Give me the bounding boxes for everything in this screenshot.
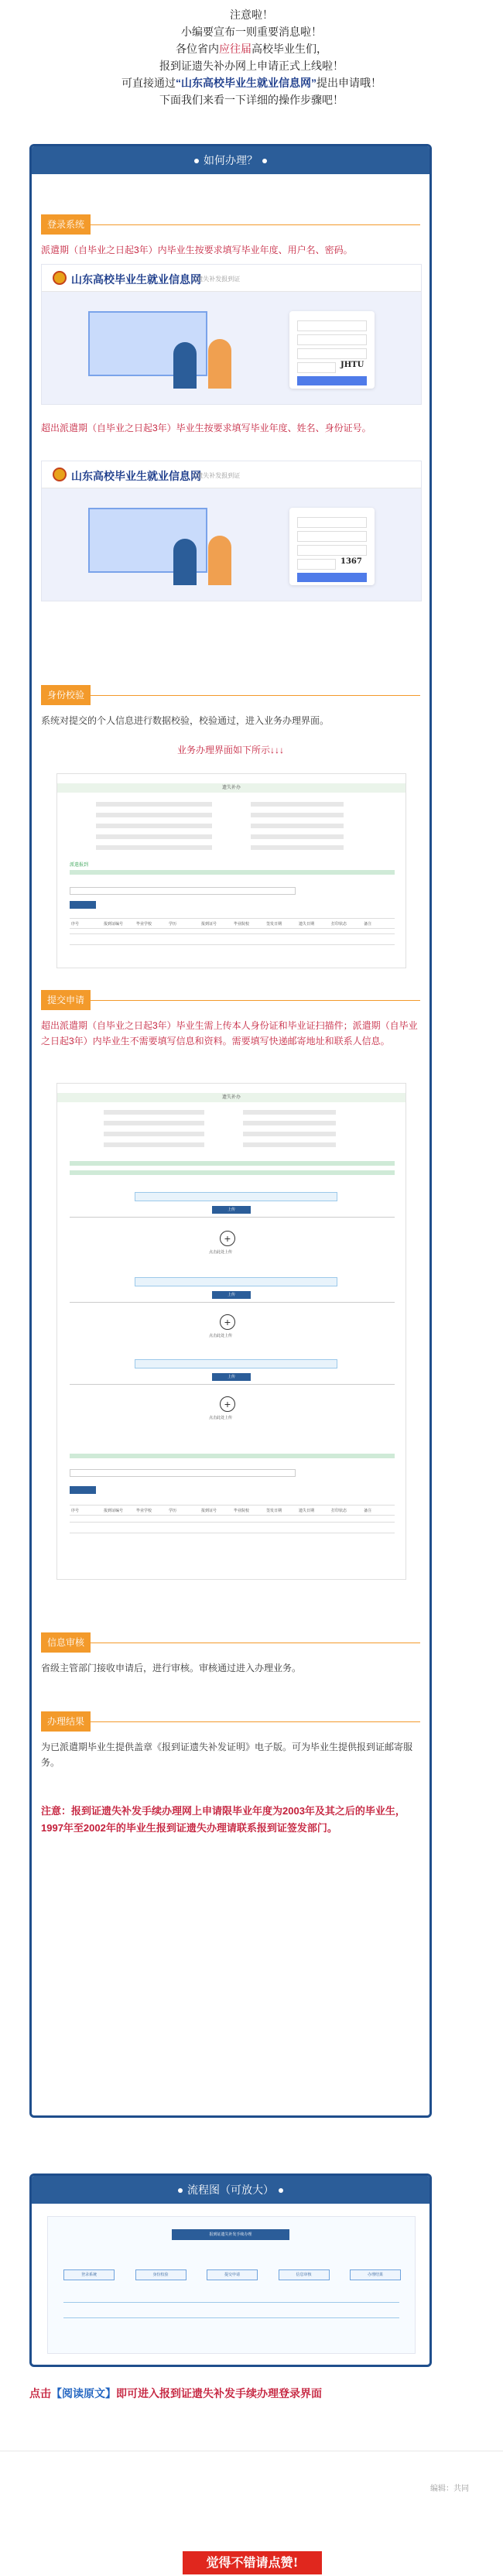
- flow-step: 信息审核: [279, 2269, 330, 2280]
- table-header-cell: 打印状态: [331, 1509, 347, 1513]
- logo-icon: [53, 468, 67, 481]
- upload-button[interactable]: 上传: [212, 1206, 251, 1214]
- name-input[interactable]: [297, 531, 367, 542]
- verify-text-1: 系统对提交的个人信息进行数据校验，校验通过，进入业务办理界面。: [41, 715, 330, 726]
- section-label-result: 办理结果: [41, 1711, 91, 1732]
- bullet-icon: [262, 159, 267, 163]
- section-rule: [91, 1000, 420, 1001]
- person-illustration: [173, 342, 197, 389]
- login-button[interactable]: [297, 573, 367, 582]
- table-header-cell: 报到证编号: [104, 922, 124, 927]
- intro-line-2: 小编要宣布一则重要消息啦！: [181, 26, 322, 38]
- verify-text-2: 业务办理界面如下所示↓↓↓: [176, 745, 284, 755]
- username-input[interactable]: [297, 334, 367, 345]
- intro-block: [0, 6, 503, 108]
- flow-step: 身份校验: [135, 2269, 186, 2280]
- login-text-2: 超出派遣期（自毕业之日起3年）毕业生按要求填写毕业年度、姓名、身份证号。: [41, 423, 371, 433]
- table-header-row: [70, 918, 395, 929]
- table-header-cell: 序号: [71, 922, 80, 927]
- site-logo-text: 山东高校毕业生就业信息网: [71, 274, 201, 286]
- section-label-verify: 身份校验: [41, 685, 91, 705]
- captcha-image[interactable]: JHTU: [340, 361, 364, 369]
- business-form-screenshot: [56, 773, 406, 968]
- person-illustration: [208, 339, 231, 389]
- flow-step: 办理结果: [350, 2269, 401, 2280]
- site-logo-sub: | 遗失补发报到证: [193, 276, 241, 283]
- logo-icon: [53, 271, 67, 285]
- upload-button[interactable]: 上传: [212, 1291, 251, 1299]
- section-login: [41, 214, 420, 679]
- section-label-review: 信息审核: [41, 1632, 91, 1653]
- captcha-input[interactable]: [297, 559, 336, 570]
- table-header-cell: 毕业学校: [136, 922, 152, 927]
- upload-button[interactable]: 上传: [212, 1373, 251, 1381]
- flow-header: 流程图（可放大）: [32, 2176, 429, 2204]
- site-logo-text: 山东高校毕业生就业信息网: [71, 471, 201, 483]
- form-title: 遗失补办: [57, 783, 405, 793]
- intro-line-4: 报到证遗失补办网上申请正式上线啦！: [159, 60, 344, 72]
- flow-step: 提交申请: [207, 2269, 258, 2280]
- upload-plus-icon[interactable]: +: [220, 1231, 235, 1246]
- form-note: 派遣报到: [70, 863, 89, 868]
- table-header-cell: 打印状态: [331, 922, 347, 927]
- table-header-cell: 签发日期: [266, 922, 282, 927]
- captcha-image[interactable]: 1367: [340, 557, 362, 566]
- login-screenshot-1: [41, 264, 422, 405]
- table-header-cell: 序号: [71, 1509, 80, 1513]
- login-form: [289, 508, 375, 585]
- editor-credit: 编辑：共同: [430, 2485, 469, 2493]
- section-review: [41, 1632, 420, 1694]
- flowchart-image[interactable]: [47, 2216, 416, 2354]
- section-result: [41, 1711, 420, 1944]
- submit-text-1: 超出派遣期（自毕业之日起3年）毕业生需上传本人身份证和毕业证扫描件；派遣期（自毕业之日起3年）内毕业生不需要填写信息和资料。需要填写快递邮寄地址和联系人信息。: [41, 1020, 418, 1046]
- submit-form-screenshot: [56, 1083, 406, 1580]
- table-header-cell: 毕业院校: [234, 1509, 250, 1513]
- table-header-cell: 报到证编号: [104, 1509, 124, 1513]
- bullet-icon: [279, 2188, 283, 2193]
- table-header-cell: 毕业院校: [234, 922, 250, 927]
- section-rule: [91, 224, 420, 225]
- bullet-icon: [178, 2188, 183, 2193]
- flow-boxes: [63, 2269, 399, 2280]
- table-header-cell: 遗失日期: [299, 1509, 315, 1513]
- result-text-1: 为已派遣期毕业生提供盖章《报到证遗失补发证明》电子版。可为毕业生提供报到证邮寄服务。: [41, 1742, 413, 1768]
- upload-slot: [135, 1359, 337, 1368]
- intro-line-1: 注意啦！: [230, 9, 273, 21]
- login-text-1: 派遣期（自毕业之日起3年）内毕业生按要求填写毕业年度、用户名、密码。: [41, 245, 353, 255]
- table-header-cell: 报到证号: [201, 922, 217, 927]
- section-rule: [91, 695, 420, 696]
- section-submit: [41, 990, 420, 1578]
- login-button[interactable]: [297, 376, 367, 385]
- upload-slot: [135, 1192, 337, 1201]
- site-logo-sub: | 遗失补发报到证: [193, 472, 241, 479]
- form-title: 遗失补办: [57, 1093, 405, 1102]
- how-to-card: [29, 144, 432, 2118]
- intro-line-5: 可直接通过“山东高校毕业生就业信息网”提出申请哦！: [121, 77, 382, 89]
- upload-plus-icon[interactable]: +: [220, 1314, 235, 1330]
- upload-tip: 点击此处上传: [209, 1416, 233, 1420]
- table-header-row: [70, 1505, 395, 1516]
- year-select[interactable]: [297, 320, 367, 331]
- table-header-cell: 报到证号: [201, 1509, 217, 1513]
- table-header-cell: 遗失日期: [299, 922, 315, 927]
- upload-tip: 点击此处上传: [209, 1250, 233, 1255]
- review-text-1: 省级主管部门接收申请后，进行审核。审核通过进入办理业务。: [41, 1663, 302, 1673]
- password-input[interactable]: [297, 348, 367, 359]
- person-illustration: [173, 539, 197, 585]
- table-header-cell: 备注: [364, 922, 372, 927]
- table-header-cell: 备注: [364, 1509, 372, 1513]
- login-form: [289, 311, 375, 389]
- captcha-input[interactable]: [297, 362, 336, 373]
- section-label-submit: 提交申请: [41, 990, 91, 1010]
- intro-line-6: 下面我们来看一下详细的操作步骤吧！: [159, 94, 344, 106]
- table-header-cell: 学历: [169, 922, 177, 927]
- login-screenshot-2: [41, 461, 422, 601]
- flow-card: [29, 2174, 432, 2367]
- read-original-link[interactable]: 点击【阅读原文】即可进入报到证遗失补发手续办理登录界面: [29, 2387, 322, 2400]
- result-notice: 注意：报到证遗失补发手续办理网上申请限毕业年度为2003年及其之后的毕业生，1997年至2002年的毕业生报到证遗失办理请联系报到证签发部门。: [41, 1805, 405, 1834]
- upload-plus-icon[interactable]: +: [220, 1396, 235, 1412]
- address-input[interactable]: [70, 887, 296, 895]
- table-header-cell: 学历: [169, 1509, 177, 1513]
- like-button[interactable]: 觉得不错请点赞!: [183, 2551, 322, 2574]
- section-rule: [91, 1721, 420, 1722]
- year-select[interactable]: [297, 517, 367, 528]
- how-to-header: 如何办理？: [32, 146, 429, 174]
- table-header-cell: 毕业学校: [136, 1509, 152, 1513]
- idcard-input[interactable]: [297, 545, 367, 556]
- person-illustration: [208, 536, 231, 585]
- section-label-login: 登录系统: [41, 214, 91, 235]
- intro-line-3: 各位省内应往届高校毕业生们，: [176, 43, 327, 55]
- upload-tip: 点击此处上传: [209, 1334, 233, 1338]
- flow-title: 报到证遗失补发手续办理: [172, 2229, 289, 2240]
- bullet-icon: [194, 159, 199, 163]
- flow-step: 登录系统: [63, 2269, 115, 2280]
- table-header-cell: 签发日期: [266, 1509, 282, 1513]
- address-input[interactable]: [70, 1469, 296, 1477]
- submit-button[interactable]: [70, 1486, 96, 1494]
- upload-slot: [135, 1277, 337, 1286]
- submit-button[interactable]: [70, 901, 96, 909]
